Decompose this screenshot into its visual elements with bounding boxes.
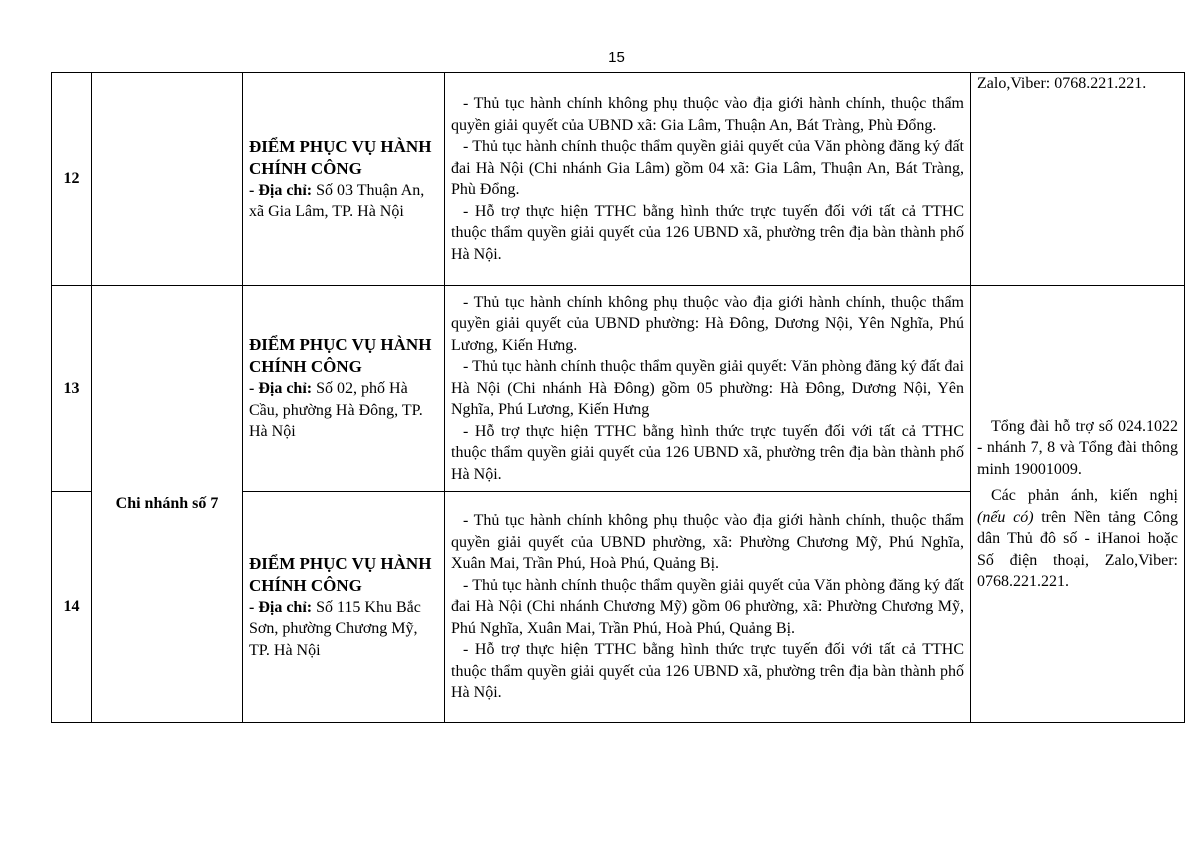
procedure-item: - Hỗ trợ thực hiện TTHC bằng hình thức trực tuyến đối với tất cả TTHC thuộc thẩm quyền giải quyết của 126 UBND xã, phường trên địa bàn thành phố Hà Nội. <box>451 641 964 702</box>
service-point-address <box>249 378 438 443</box>
contact-text: Zalo,Viber: 0768.221.221. <box>977 75 1147 92</box>
feedback-text-italic: (nếu có) <box>977 508 1034 526</box>
row-number: 12 <box>52 73 92 286</box>
procedure-item: - Thủ tục hành chính thuộc thẩm quyền giải quyết của Văn phòng đăng ký đất đai Hà Nội (Chi nhánh Gia Lâm) gồm 04 xã: Gia Lâm, Thuận An, Bát Tràng, Phù Đổng. <box>451 138 964 198</box>
procedure-item: - Thủ tục hành chính không phụ thuộc vào địa giới hành chính, thuộc thẩm quyền giải quyết của UBND phường, xã: Phường Chương Mỹ, Phú Nghĩa, Xuân Mai, Trần Phú, Hoà Phú, Quảng Bị. <box>451 512 964 573</box>
contact-cell <box>971 73 1185 286</box>
table-row-13 <box>52 286 1185 492</box>
service-point-title: ĐIỂM PHỤC VỤ HÀNH CHÍNH CÔNG <box>249 136 432 178</box>
row-number: 14 <box>52 492 92 723</box>
procedure-item: - Thủ tục hành chính thuộc thẩm quyền giải quyết: Văn phòng đăng ký đất đai Hà Nội (Chi nhánh Hà Đông) gồm 05 phường: Hà Đông, Dương Nội, Yên Nghĩa, Phú Lương, Kiến Hưng <box>451 358 964 419</box>
procedure-item: - Hỗ trợ thực hiện TTHC bằng hình thức trực tuyến đối với tất cả TTHC thuộc thẩm quyền giải quyết của 126 UBND xã, phường trên địa bàn thành phố Hà Nội. <box>451 202 964 263</box>
address-text: Số 115 Khu Bắc Sơn, phường Chương Mỹ, TP. Hà Nội <box>249 598 421 659</box>
procedures-cell <box>445 73 971 286</box>
address-label: - Địa chỉ: <box>249 380 313 398</box>
page-number: 15 <box>608 49 625 66</box>
procedures-cell <box>445 492 971 723</box>
procedure-item: - Thủ tục hành chính không phụ thuộc vào địa giới hành chính, thuộc thẩm quyền giải quyết của UBND phường: Hà Đông, Dương Nội, Yên Nghĩa, Phú Lương, Kiến Hưng. <box>451 293 964 354</box>
table-row-12 <box>52 73 1185 286</box>
feedback-text-part: trên Nền tảng Công dân Thủ đô số - iHanoi hoặc Số điện thoại, Zalo,Viber: 0768.221.221. <box>977 508 1179 590</box>
hotline-text: Tổng đài hỗ trợ số 024.1022 - nhánh 7, 8 và Tổng đài thông minh 19001009. <box>977 417 1178 478</box>
branch-cell-empty <box>92 73 243 286</box>
service-point-cell <box>243 286 445 492</box>
service-point-title: ĐIỂM PHỤC VỤ HÀNH CHÍNH CÔNG <box>249 335 432 377</box>
procedure-item: - Thủ tục hành chính thuộc thẩm quyền giải quyết của Văn phòng đăng ký đất đai Hà Nội (Chi nhánh Chương Mỹ) gồm 06 phường, xã: Phường Chương Mỹ, Phú Nghĩa, Xuân Mai, Trần Phú, Hoà Phú, Quảng Bị. <box>451 576 964 637</box>
procedure-item: - Thủ tục hành chính không phụ thuộc vào địa giới hành chính, thuộc thẩm quyền giải quyết của UBND xã: Gia Lâm, Thuận An, Bát Tràng, Phù Đổng. <box>451 95 964 134</box>
service-point-cell <box>243 492 445 723</box>
row-number: 13 <box>52 286 92 492</box>
service-point-title: ĐIỂM PHỤC VỤ HÀNH CHÍNH CÔNG <box>249 553 432 595</box>
address-label: - Địa chỉ: <box>249 181 313 199</box>
branch-cell: Chi nhánh số 7 <box>92 286 243 723</box>
procedure-item: - Hỗ trợ thực hiện TTHC bằng hình thức trực tuyến đối với tất cả TTHC thuộc thẩm quyền giải quyết của 126 UBND xã, phường trên địa bàn thành phố Hà Nội. <box>451 422 964 483</box>
address-text: Số 02, phố Hà Cầu, phường Hà Đông, TP. Hà Nội <box>249 380 423 441</box>
service-point-address <box>249 597 438 662</box>
service-point-address <box>249 180 438 223</box>
feedback-text-part: Các phản ánh, kiến nghị <box>991 487 1178 504</box>
service-points-table <box>51 72 1185 723</box>
service-point-cell <box>243 73 445 286</box>
address-text: Số 03 Thuận An, xã Gia Lâm, TP. Hà Nội <box>249 181 425 220</box>
procedures-cell <box>445 286 971 492</box>
address-label: - Địa chỉ: <box>249 598 313 616</box>
feedback-text <box>977 485 1178 593</box>
contact-cell <box>971 286 1185 723</box>
